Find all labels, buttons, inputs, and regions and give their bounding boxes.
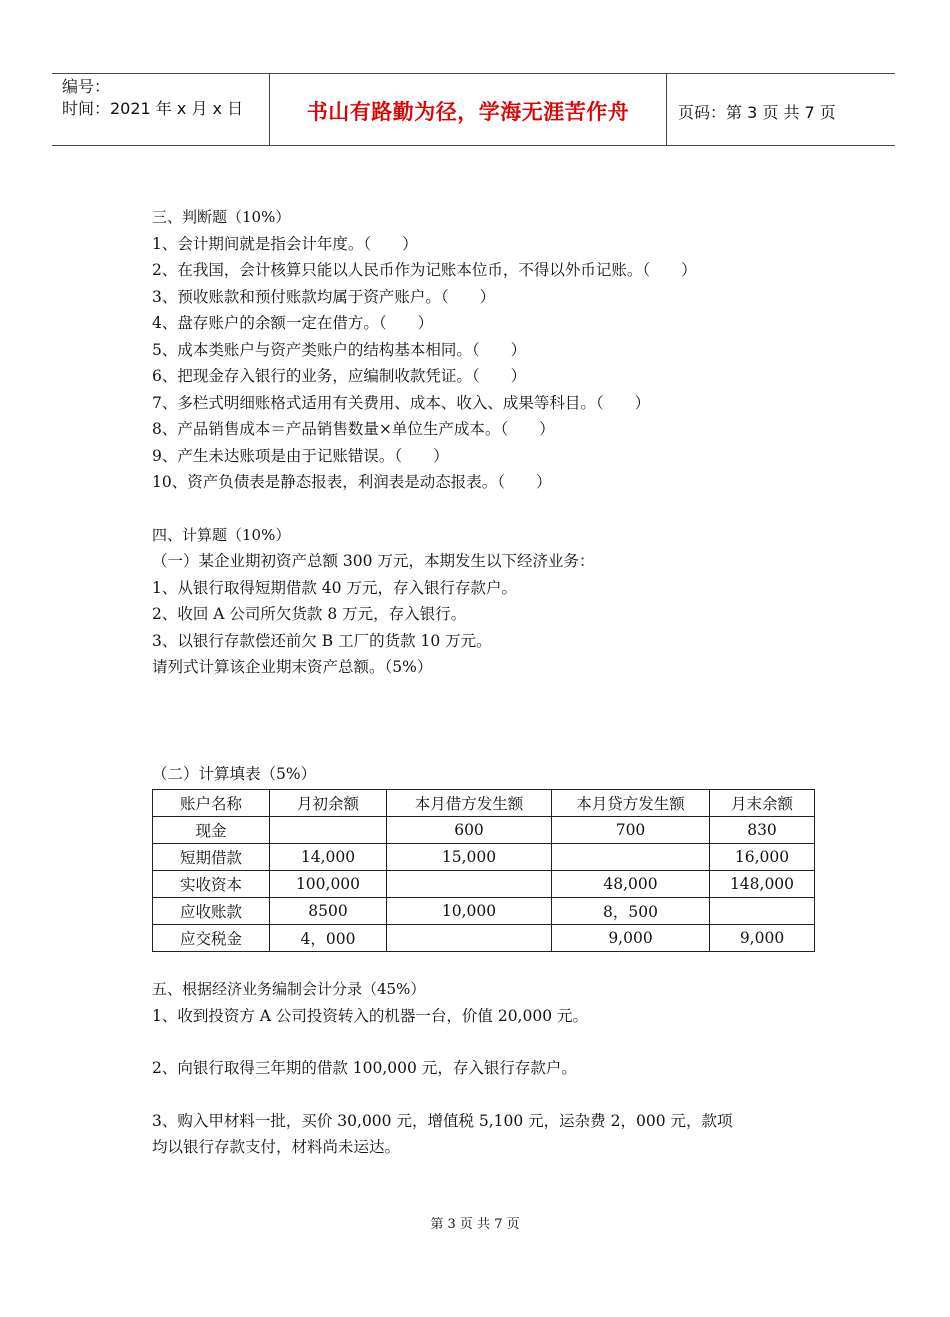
- judge-item: 9、产生未达账项是由于记账错误。（ ）: [152, 446, 449, 465]
- table-header: 月末余额: [710, 790, 815, 817]
- judge-item: 7、多栏式明细账格式适用有关费用、成本、收入、成果等科目。（ ）: [152, 393, 651, 412]
- table-header: 账户名称: [153, 790, 270, 817]
- section-title-judge: 三、判断题（10%）: [152, 208, 291, 226]
- judge-item: 8、产品销售成本＝产品销售数量×单位生产成本。（ ）: [152, 420, 555, 438]
- header-top-rule: [52, 73, 895, 74]
- table-cell: 8，500: [552, 898, 710, 925]
- table-header: 本月贷方发生额: [552, 790, 710, 817]
- account-table: [152, 789, 815, 952]
- judge-item: 6、把现金存入银行的业务，应编制收款凭证。（ ）: [152, 367, 527, 385]
- table-cell: [387, 871, 552, 898]
- judge-item: 5、成本类账户与资产类账户的结构基本相同。（ ）: [152, 340, 527, 359]
- page-code: 页码：第 3 页 共 7 页: [678, 103, 836, 122]
- calc-item: 2、收回 A 公司所欠货款 8 万元，存入银行。: [152, 605, 467, 623]
- document-time: 时间：2021 年 x 月 x 日: [62, 99, 244, 118]
- header-motto: 书山有路勤为径，学海无涯苦作舟: [306, 100, 630, 124]
- table-cell: [552, 844, 710, 871]
- table-cell: 实收资本: [153, 871, 270, 898]
- document-number-label: 编号：: [62, 77, 111, 96]
- calc-item: 1、从银行取得短期借款 40 万元，存入银行存款户。: [152, 578, 517, 597]
- table-cell: 600: [387, 817, 552, 844]
- table-cell: 700: [552, 817, 710, 844]
- calc-question: 请列式计算该企业期末资产总额。（5%）: [152, 658, 433, 676]
- table-cell: 14,000: [270, 844, 387, 871]
- judge-item: 2、在我国，会计核算只能以人民币作为记账本位币，不得以外币记账。（ ）: [152, 261, 697, 279]
- table-cell: 48,000: [552, 871, 710, 898]
- table-cell: 148,000: [710, 871, 815, 898]
- table-cell: 10,000: [387, 898, 552, 925]
- page-content: [152, 204, 832, 1161]
- table-row: [153, 817, 815, 844]
- entry-item: 2、向银行取得三年期的借款 100,000 元，存入银行存款户。: [152, 1059, 577, 1077]
- table-cell: 应收账款: [153, 898, 270, 925]
- table-cell: [387, 925, 552, 952]
- judge-item: 3、预收账款和预付账款均属于资产账户。（ ）: [152, 287, 496, 306]
- header-bottom-rule: [52, 145, 895, 146]
- table-cell: 16,000: [710, 844, 815, 871]
- table-cell: 短期借款: [153, 844, 270, 871]
- table-cell: [270, 817, 387, 844]
- table-header: 本月借方发生额: [387, 790, 552, 817]
- table-row: [153, 844, 815, 871]
- judge-item: 4、盘存账户的余额一定在借方。（ ）: [152, 314, 434, 332]
- judge-item: 1、会计期间就是指会计年度。（ ）: [152, 234, 418, 253]
- table-header-row: [153, 790, 815, 817]
- table-title: （二）计算填表（5%）: [152, 764, 317, 783]
- entry-item-continued: 均以银行存款支付，材料尚未运达。: [152, 1138, 401, 1156]
- table-row: [153, 871, 815, 898]
- entry-item: 3、购入甲材料一批，买价 30,000 元，增值税 5,100 元，运杂费 2，000 元，款项: [152, 1111, 733, 1130]
- header-meta: [62, 76, 243, 120]
- page-footer: 第 3 页 共 7 页: [430, 1217, 520, 1232]
- table-cell: 15,000: [387, 844, 552, 871]
- section-title-entries: 五、根据经济业务编制会计分录（45%）: [152, 980, 426, 998]
- table-cell: 8500: [270, 898, 387, 925]
- table-header: 月初余额: [270, 790, 387, 817]
- table-row: [153, 925, 815, 952]
- table-cell: [710, 898, 815, 925]
- header-divider-right: [666, 73, 667, 145]
- table-cell: 应交税金: [153, 925, 270, 952]
- calc-item: 3、以银行存款偿还前欠 B 工厂的货款 10 万元。: [152, 631, 492, 650]
- table-row: [153, 898, 815, 925]
- calc-intro: （一）某企业期初资产总额 300 万元，本期发生以下经济业务：: [152, 552, 595, 570]
- table-cell: 9,000: [552, 925, 710, 952]
- entry-item: 1、收到投资方 A 公司投资转入的机器一台，价值 20,000 元。: [152, 1006, 588, 1025]
- judge-item: 10、资产负债表是静态报表，利润表是动态报表。（ ）: [152, 473, 552, 491]
- table-cell: 4，000: [270, 925, 387, 952]
- table-cell: 9,000: [710, 925, 815, 952]
- table-cell: 100,000: [270, 871, 387, 898]
- section-title-calc: 四、计算题（10%）: [152, 525, 291, 544]
- table-cell: 830: [710, 817, 815, 844]
- table-cell: 现金: [153, 817, 270, 844]
